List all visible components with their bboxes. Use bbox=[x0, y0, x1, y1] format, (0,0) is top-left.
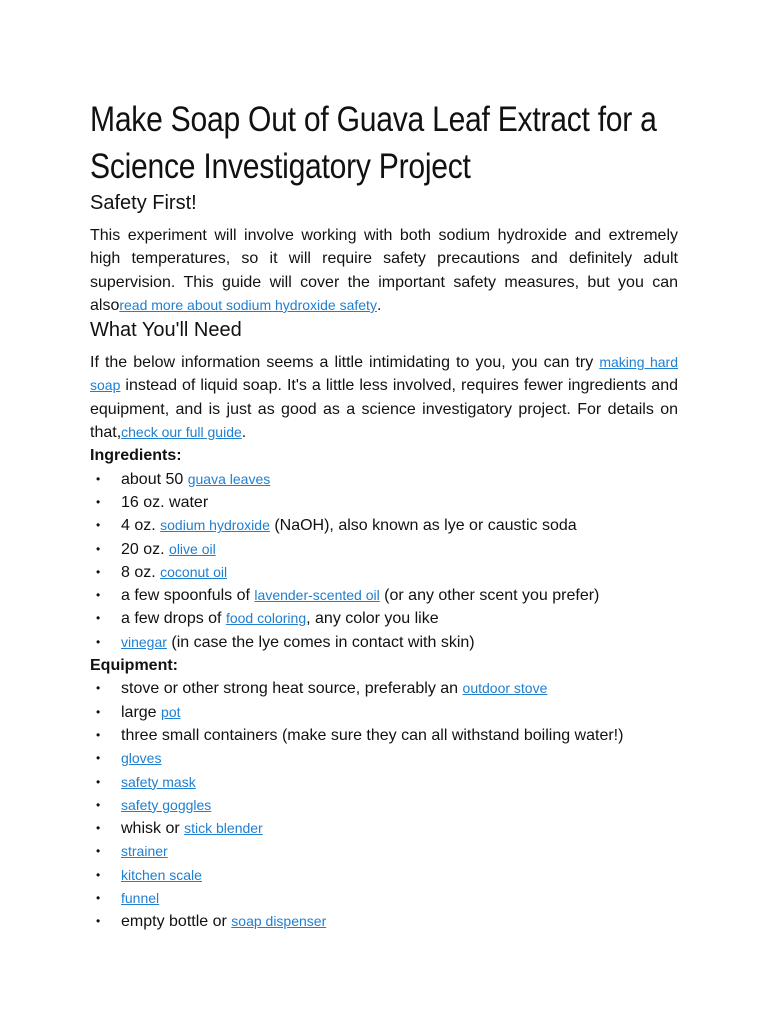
item-text-after: (NaOH), also known as lye or caustic soda bbox=[269, 517, 577, 535]
item-text: large bbox=[121, 703, 162, 721]
item-link[interactable]: soap dispenser bbox=[231, 913, 327, 930]
ingredients-item bbox=[90, 631, 678, 654]
item-text-after: (in case the lye comes in contact with skin) bbox=[166, 633, 475, 651]
item-link[interactable]: coconut oil bbox=[160, 563, 228, 580]
section-heading-safety: Safety First! bbox=[90, 192, 197, 214]
item-link[interactable]: sodium hydroxide bbox=[160, 517, 270, 534]
safety-text: This experiment will involve working with both sodium hydroxide and extremely high temperatures, so it will require safety precautions and definitely adult supervision. This guide will cover the important safety measures, but you can also bbox=[90, 227, 678, 314]
item-text: three small containers (make sure they can all withstand boiling water!) bbox=[121, 726, 624, 744]
need-end: . bbox=[241, 424, 247, 442]
item-link[interactable]: gloves bbox=[121, 750, 162, 767]
item-link[interactable]: strainer bbox=[121, 843, 168, 860]
making-hard-soap-link[interactable]: making hard soap bbox=[90, 354, 679, 394]
item-text: empty bottle or bbox=[121, 913, 232, 931]
item-link[interactable]: pot bbox=[161, 703, 181, 720]
equipment-item bbox=[90, 864, 678, 887]
bullet-icon: • bbox=[96, 518, 101, 533]
full-guide-link[interactable]: check our full guide bbox=[121, 424, 242, 441]
bullet-icon: • bbox=[96, 634, 101, 649]
item-text: about 50 bbox=[121, 470, 188, 488]
item-text: a few drops of bbox=[121, 610, 226, 628]
equipment-item bbox=[90, 840, 678, 863]
safety-paragraph bbox=[90, 224, 678, 317]
section-heading-need: What You'll Need bbox=[90, 319, 242, 342]
item-text: whisk or bbox=[121, 820, 185, 838]
item-link[interactable]: olive oil bbox=[169, 540, 216, 557]
bullet-icon: • bbox=[96, 611, 101, 626]
item-link[interactable]: safety goggles bbox=[121, 796, 212, 813]
item-link[interactable]: safety mask bbox=[121, 773, 196, 790]
bullet-icon: • bbox=[96, 494, 101, 509]
sodium-hydroxide-safety-link[interactable]: read more about sodium hydroxide safety bbox=[119, 296, 377, 313]
item-text-after: , any color you like bbox=[306, 610, 439, 628]
equipment-item bbox=[90, 771, 678, 794]
bullet-icon: • bbox=[96, 891, 101, 906]
item-link[interactable]: stick blender bbox=[184, 820, 263, 837]
ingredients-item bbox=[90, 561, 678, 584]
item-text: stove or other strong heat source, preferably an bbox=[121, 680, 463, 698]
item-link[interactable]: guava leaves bbox=[187, 470, 271, 487]
ingredients-item bbox=[90, 538, 678, 561]
equipment-item bbox=[90, 747, 678, 770]
bullet-icon: • bbox=[96, 471, 101, 486]
bullet-icon: • bbox=[96, 541, 101, 556]
ingredients-item bbox=[90, 468, 678, 491]
bullet-icon: • bbox=[96, 751, 101, 766]
item-text: 4 oz. bbox=[121, 517, 161, 535]
item-link[interactable]: food coloring bbox=[225, 610, 307, 627]
equipment-item bbox=[90, 701, 678, 724]
need-text-before: If the below information seems a little intimidating to you, you can try bbox=[90, 354, 600, 372]
item-text: 8 oz. bbox=[121, 563, 161, 581]
ingredients-list bbox=[90, 468, 678, 654]
bullet-icon: • bbox=[96, 727, 101, 742]
bullet-icon: • bbox=[96, 797, 101, 812]
bullet-icon: • bbox=[96, 844, 101, 859]
item-text: 16 oz. water bbox=[121, 493, 209, 511]
item-link[interactable]: kitchen scale bbox=[121, 866, 202, 883]
equipment-item bbox=[90, 794, 678, 817]
equipment-list bbox=[90, 677, 678, 933]
bullet-icon: • bbox=[96, 588, 101, 603]
ingredients-item bbox=[90, 584, 678, 607]
equipment-label: Equipment: bbox=[90, 657, 178, 675]
bullet-icon: • bbox=[96, 867, 101, 882]
equipment-item bbox=[90, 677, 678, 700]
bullet-icon: • bbox=[96, 774, 101, 789]
item-text: a few spoonfuls of bbox=[121, 587, 255, 605]
item-link[interactable]: funnel bbox=[121, 890, 160, 907]
document-page bbox=[90, 96, 678, 934]
need-paragraph bbox=[90, 351, 678, 444]
bullet-icon: • bbox=[96, 704, 101, 719]
bullet-icon: • bbox=[96, 564, 101, 579]
item-text-after: (or any other scent you prefer) bbox=[379, 587, 600, 605]
equipment-item bbox=[90, 724, 678, 747]
bullet-icon: • bbox=[96, 821, 101, 836]
item-link[interactable]: lavender-scented oil bbox=[254, 587, 380, 604]
item-link[interactable]: outdoor stove bbox=[462, 680, 548, 697]
equipment-item bbox=[90, 887, 678, 910]
ingredients-item bbox=[90, 607, 678, 630]
ingredients-item bbox=[90, 491, 678, 514]
ingredients-label: Ingredients: bbox=[90, 447, 182, 465]
ingredients-item bbox=[90, 514, 678, 537]
item-text: 20 oz. bbox=[121, 540, 170, 558]
item-link[interactable]: vinegar bbox=[121, 633, 167, 650]
safety-end: . bbox=[376, 296, 382, 314]
page-title: Make Soap Out of Guava Leaf Extract for a Science Investigatory Project bbox=[90, 100, 657, 186]
equipment-item bbox=[90, 910, 678, 933]
need-text-middle: instead of liquid soap. It's a little less involved, requires fewer ingredients and equipment, and is just as good as a science investigatory project. For details on that, bbox=[90, 377, 678, 442]
equipment-item bbox=[90, 817, 678, 840]
bullet-icon: • bbox=[96, 681, 101, 696]
bullet-icon: • bbox=[96, 914, 101, 929]
